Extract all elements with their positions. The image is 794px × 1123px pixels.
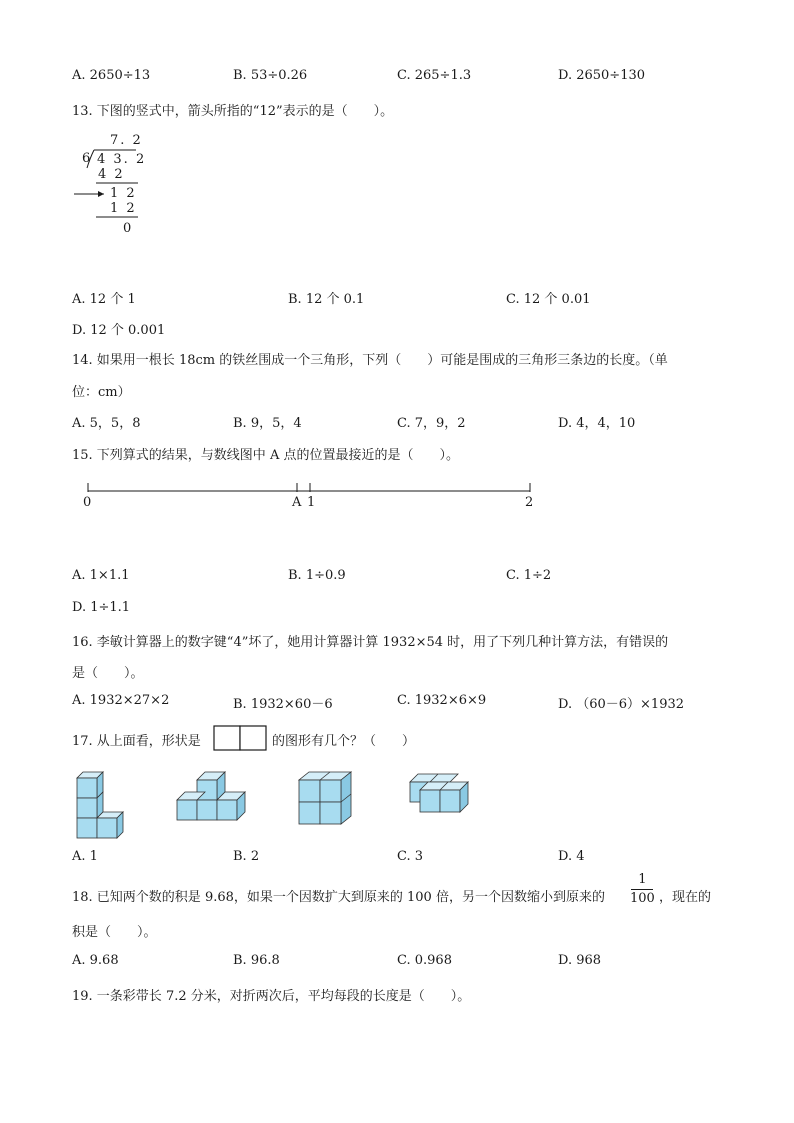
q15-option-d[interactable]: D. 1÷1.1 [72,600,131,615]
division-step3: 1 2 [110,201,137,216]
q17-option-a[interactable]: A. 1 [72,849,98,864]
fraction-denominator: 100 [630,891,655,906]
q17-stem-prefix: 17. 从上面看，形状是 [72,734,201,749]
q15-stem: 15. 下列算式的结果，与数线图中 A 点的位置最接近的是（ ）。 [72,448,459,463]
q16-option-b[interactable]: B. 1932×60－6 [233,697,333,712]
cube-figure-3 [296,768,366,832]
q16-option-c[interactable]: C. 1932×6×9 [397,693,487,708]
division-lines [70,140,210,250]
q16-stem-line1: 16. 李敏计算器上的数字键“4”坏了，她用计算器计算 1932×54 时，用了下列几种计算方法，有错误的 [72,635,669,650]
q12-option-b[interactable]: B. 53÷0.26 [233,68,308,83]
two-square-shape-icon [213,725,269,751]
division-step1: 4 2 [98,167,125,182]
q18-option-b[interactable]: B. 96.8 [233,953,280,968]
division-remainder: 0 [123,221,134,236]
q18-stem-line2: 积是（ ）。 [72,925,157,940]
q14-option-c[interactable]: C. 7，9，2 [397,416,466,431]
q18-stem-line1: 18. 已知两个数的积是 9.68，如果一个因数扩大到原来的 100 倍，另一个因数缩小到原来的 [72,890,605,905]
q16-option-a[interactable]: A. 1932×27×2 [72,693,170,708]
q19-stem: 19. 一条彩带长 7.2 分米，对折两次后，平均每段的长度是（ ）。 [72,989,471,1004]
division-quotient: 7. 2 [110,133,143,148]
q16-stem-line2: 是（ ）。 [72,666,144,681]
fraction-bar [631,889,653,890]
q13-stem: 13. 下图的竖式中，箭头所指的“12”表示的是（ ）。 [72,104,394,119]
q18-option-c[interactable]: C. 0.968 [397,953,452,968]
q13-option-a[interactable]: A. 12 个 1 [72,292,136,307]
number-line-axis [86,482,546,502]
q15-option-c[interactable]: C. 1÷2 [506,568,552,583]
number-line-label-0: 0 [83,495,92,510]
q17-stem-suffix: 的图形有几个？（ ） [272,734,416,749]
cube-figure-1 [72,766,132,836]
division-divisor: 6 [82,151,93,166]
fraction-numerator: 1 [638,872,647,887]
q14-stem-line2: 位：cm） [72,385,131,400]
cube-figure-4 [406,770,486,820]
q14-option-d[interactable]: D. 4，4，10 [558,416,636,431]
division-dividend: 4 3. 2 [97,152,147,167]
q16-option-d[interactable]: D. （60－6）×1932 [558,697,685,712]
q18-option-a[interactable]: A. 9.68 [72,953,119,968]
number-line-label-1: 1 [307,495,316,510]
q14-option-a[interactable]: A. 5，5，8 [72,416,141,431]
q12-option-c[interactable]: C. 265÷1.3 [397,68,472,83]
q13-option-b[interactable]: B. 12 个 0.1 [288,292,365,307]
cube-figure-2 [172,768,262,828]
q18-stem-after: ，现在的 [659,890,712,905]
q17-option-d[interactable]: D. 4 [558,849,585,864]
division-step2: 1 2 [110,186,137,201]
q17-option-b[interactable]: B. 2 [233,849,260,864]
q13-option-c[interactable]: C. 12 个 0.01 [506,292,591,307]
q14-option-b[interactable]: B. 9，5，4 [233,416,302,431]
q12-option-a[interactable]: A. 2650÷13 [72,68,151,83]
q14-stem-line1: 14. 如果用一根长 18cm 的铁丝围成一个三角形，下列（ ）可能是围成的三角形三条边的长度。（单 [72,353,668,368]
q15-option-a[interactable]: A. 1×1.1 [72,568,130,583]
q15-option-b[interactable]: B. 1÷0.9 [288,568,346,583]
q13-option-d[interactable]: D. 12 个 0.001 [72,323,166,338]
fraction-one-hundredth [630,872,655,907]
number-line-label-a: A [292,495,302,510]
q12-option-d[interactable]: D. 2650÷130 [558,68,646,83]
q18-option-d[interactable]: D. 968 [558,953,602,968]
q17-option-c[interactable]: C. 3 [397,849,424,864]
number-line-label-2: 2 [525,495,534,510]
